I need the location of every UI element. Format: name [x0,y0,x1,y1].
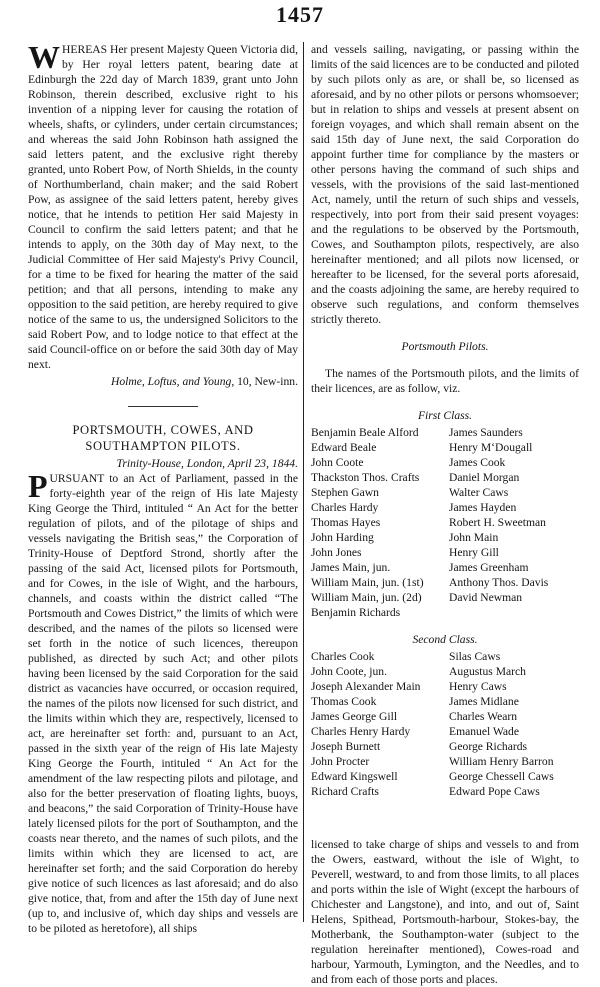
pilots-notice-dateline [28,456,298,471]
pilot-name: Edward Beale [311,441,377,454]
pilot-name: Benjamin Beale Alford [311,426,419,439]
pilot-name: James Greenham [449,561,529,574]
pilot-row [311,784,579,799]
notice-separator [128,406,198,407]
pilot-name: James Cook [449,456,506,469]
pilot-name: John Procter [311,755,370,768]
pilot-name: Charles Hardy [311,501,379,514]
pilot-name: William Henry Barron [449,755,554,768]
pilot-name: Henry M‘Dougall [449,441,533,454]
solicitor-names: Holme, Loftus, and Young, [110,375,235,388]
pilot-name: Henry Caws [449,680,507,693]
first-class-table [311,425,579,620]
pilot-name: Emanuel Wade [449,725,519,738]
pilot-name: John Jones [311,546,362,559]
pilot-row [311,649,579,664]
pilot-name: John Coote [311,456,364,469]
section-intro: The names of the Portsmouth pilots, and the limits of their licences, are as follow, viz. [311,367,579,395]
pilot-name: William Main, jun. (1st) [311,576,424,589]
second-class-title: Second Class. [412,633,478,646]
pilot-name: Richard Crafts [311,785,379,798]
patent-notice-body: HEREAS Her present Majesty Queen Victoria did, by Her royal letters patent, bearing date at Edinburgh the 22d day of March 1839, grant unto John Robinson, therein described, exclusive right to his invention of a nipping lever for causing the rotation of wheels, shafts, or cylinders, under certain circumstances; and whereas the said John Robinson hath assigned the said letters patent, and the exclusive right thereby granted, unto Robert Pow, of North Shields, in the county of Northumberland, chain maker; and the said Robert Pow, as assignee of the said letters patent, hereby gives notice, that he intends to petition Her said Majesty in Council to confirm the said letters patent; and that he intends to apply, on the 30th day of May next, to the Judicial Committee of Her said Majesty's Privy Council, for a time to be fixed for hearing the matter of the said petition; and that all persons, intending to make any opposition to the said petition, are hereby required to give notice of the same to us, the undersigned Solicitors to the said Robert Pow, and to lodge notice to that effect at the said Council-office on or before the said 30th day of May next. [28,43,298,371]
pilot-row [311,470,579,485]
pilot-row [311,694,579,709]
drop-cap: P [28,468,48,504]
pilot-row [311,724,579,739]
section-title: Portsmouth Pilots. [401,340,489,353]
drop-cap: W [28,39,60,75]
pilots-notice-text: URSUANT to an Act of Parliament, passed in the forty-eighth year of the reign of His late Majesty King George the Third, intituled “ An Act for the better regulation of pilots, and of the pilotage of ships and vessels navigating the British seas,” the Corporation of Trinity-House of Deptford Strond, shortly after the passing of the said Act, licensed pilots for Portsmouth, and for Cowes, in the isle of Wight, and the harbours, channels, and coasts within the district called “The Portsmouth and Cowes District,” the limits of which were described, and the names of the pilots so licensed were set forth in the notice of such licences, thereupon published, as directed by such Act; and other pilots having been licensed by the said Corporation for the said district as vacancies have occurred, or occasion required, the names of the pilots now licensed for such district, and the limits within which they are, respectively, licensed to act, are hereinafter set forth: and, pursuant to an Act, passed in the sixth year of the reign of His late Majesty King George the Fourth, intituled “ An Act for the amendment of the law respecting pilots and pilotage, and also for the better preservation of floating lights, buoys, and beacons,” the said Corporation of Trinity-House have lately licensed pilots for the port of Southampton, and the coasts near thereto, and the names of such pilots, and the limits within which they are licensed to act, are hereinafter set forth; and the said Corporation do hereby give notice of such licences as last aforesaid; and do also give notice, that, from and after the 15th day of June next (up to, and inclusive of, which day ships and vessels are to be piloted as heretofore), all ships [28,472,298,935]
pilot-name: John Main [449,531,499,544]
pilot-row [311,754,579,769]
dateline-place: Trinity-House, London, [116,457,226,470]
pilot-row [311,664,579,679]
pilot-name: James Midlane [449,695,519,708]
pilot-name: Daniel Morgan [449,471,520,484]
pilot-name: George Richards [449,740,528,753]
continuation-text: and vessels sailing, navigating, or passing within the limits of the said licences are to be conducted and piloted by such pilots only as are, or shall be, so licensed as aforesaid, and by no other pilots or persons whomsoever; but in relation to ships and vessels at present absent on foreign voyages, and which shall remain absent on the said 15th day of June next, the said Corporation do appoint further time for compliance by the masters or other persons having the command of such ships and vessels, with the provisions of the said last-mentioned Act, namely, until the return of such ships and vessels, respectively, into port from their said present voyages: and the regulations to be observed by the Portsmouth, Cowes, and Southampton pilots, respectively, are also hereinafter mentioned; and all pilots now licensed, or hereafter to be licensed, for the several ports aforesaid, and the coasts adjoining the same, are hereby required to observe such regulations, and conform themselves strictly thereto. [311,43,579,326]
pilot-name [449,605,579,620]
pilot-name: Robert H. Sweetman [449,516,546,529]
pilot-row [311,605,579,620]
page-number: 1457 [276,2,324,27]
pilot-row [311,679,579,694]
pilots-notice-body [28,468,298,936]
pilot-name: Charles Wearn [449,710,518,723]
pilot-name: James Hayden [449,501,517,514]
pilot-row [311,545,579,560]
pilot-name: Walter Caws [449,486,509,499]
pilot-name: John Harding [311,531,374,544]
pilot-name: Augustus March [449,665,526,678]
pilot-name: Anthony Thos. Davis [449,576,549,589]
limits-text: licensed to take charge of ships and vessels to and from the Owers, eastward, without the isle of Wight, to Peverell, westward, to and from those limits, to all places and ports within the isle of Wight (except the harbours of Chichester and Langstone), and into, and out of, Saint Helens, Spithead, Portsmouth-harbour, Stokes-bay, the Motherbank, the Southampton-water (subject to the regulation hereinafter mentioned), Cowes-road and harbour, Yarmouth, Lymington, and the Needles, and to and from each of those ports and places. [311,838,579,986]
pilot-name: Joseph Alexander Main [311,680,421,693]
pilot-name: James Main, jun. [311,561,391,574]
pilot-name: George Chessell Caws [449,770,554,783]
column-divider [303,42,304,922]
right-column [311,42,579,987]
pilot-name: William Main, jun. (2d) [311,591,422,604]
left-column [28,39,298,936]
pilot-row [311,440,579,455]
pilot-name: Stephen Gawn [311,486,379,499]
pilot-name: Henry Gill [449,546,499,559]
pilot-name: Joseph Burnett [311,740,381,753]
pilot-name: Charles Cook [311,650,375,663]
pilot-name: Thackston Thos. Crafts [311,471,420,484]
pilot-row [311,530,579,545]
dateline-date: April 23, 1844. [225,457,298,470]
pilot-row [311,590,579,605]
pilot-name: Edward Pope Caws [449,785,540,798]
pilot-row [311,425,579,440]
pilot-name: David Newman [449,591,523,604]
first-class-title: First Class. [417,409,473,422]
pilot-name: James Saunders [449,426,523,439]
solicitor-address: 10, New-inn. [234,375,298,388]
pilot-row [311,455,579,470]
pilot-name: Benjamin Richards [311,606,401,619]
pilot-name: Edward Kingswell [311,770,398,783]
pilot-row [311,515,579,530]
pilot-name: Thomas Cook [311,695,377,708]
pilot-name: James George Gill [311,710,398,723]
pilot-row [311,575,579,590]
patent-notice [28,39,298,372]
pilot-row [311,739,579,754]
second-class-table [311,649,579,799]
pilot-row [311,769,579,784]
pilot-row [311,709,579,724]
pilot-name: Thomas Hayes [311,516,381,529]
pilot-row [311,485,579,500]
pilot-row [311,500,579,515]
patent-notice-signature [28,374,298,389]
pilot-row [311,560,579,575]
pilots-notice-heading: PORTSMOUTH, COWES, AND SOUTHAMPTON PILOTS. [72,423,254,453]
pilot-name: Charles Henry Hardy [311,725,411,738]
pilot-name: John Coote, jun. [311,665,388,678]
pilot-name: Silas Caws [449,650,501,663]
